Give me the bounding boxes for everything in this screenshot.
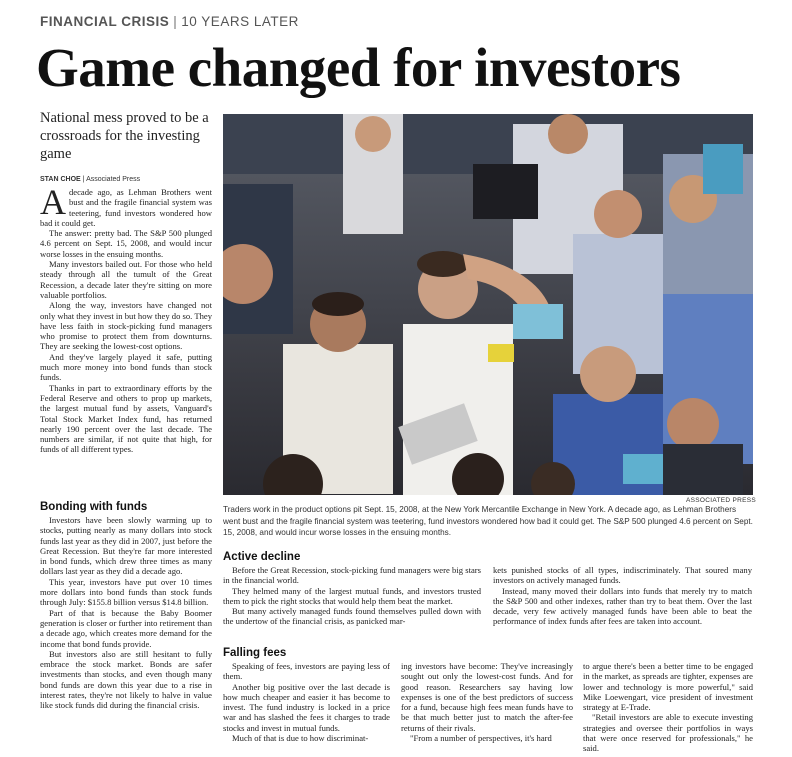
drop-cap: A	[40, 182, 66, 222]
paragraph: And they've largely played it safe, putting much more money into bond funds than stock funds.	[40, 351, 212, 383]
paragraph: Part of that is because the Baby Boomer generation is closer or further into retirement than a decade ago, which creates more demand for the income that bond funds provide.	[40, 607, 212, 649]
falling-fees-col1	[223, 661, 390, 743]
paragraph: Instead, many moved their dollars into funds that merely try to match the S&P 500 and other indexes, rather than try to beat them. Over the last decade, very few actively managed funds have been able to beat the performance of index funds after fees are taken into account.	[493, 585, 752, 627]
falling-fees-col2	[401, 661, 573, 743]
paragraph: Speaking of fees, investors are paying less of them.	[223, 661, 390, 682]
paragraph: Before the Great Recession, stock-picking fund managers were big stars in the financial world.	[223, 565, 481, 586]
photo-credit: ASSOCIATED PRESS	[686, 497, 757, 504]
paragraph: "From a number of perspectives, it's hard	[410, 733, 552, 744]
paragraph: to argue there's been a better time to be engaged in the market, as spreads are tighter, expenses are lower and technology is more powerful," said Mike Loewengart, vice president of investment strategy at E-Trade.	[583, 661, 753, 713]
byline-agency: Associated Press	[86, 176, 141, 183]
subhead-falling-fees: Falling fees	[223, 647, 287, 659]
active-decline-col2	[493, 565, 752, 627]
paragraph: But many actively managed funds found themselves pulled down with the undertow of the financial crisis, as panicked mar-	[223, 606, 481, 627]
left-column	[40, 182, 212, 455]
deck: National mess proved to be a crossroads for the investing game	[40, 110, 209, 162]
paragraph: This year, investors have put over 10 times more dollars into bond funds than stock funds through July: $155.8 billion versus $14.8 billion.	[40, 576, 212, 608]
series-label: 10 YEARS LATER	[181, 14, 299, 29]
paragraph: They helmed many of the largest mutual funds, and investors trusted them to pick the right stocks that would help them beat the market.	[223, 585, 481, 606]
trading-floor-photo	[223, 114, 753, 495]
headline: Game changed for investors	[36, 37, 681, 98]
photo-caption: Traders work in the product options pit Sept. 15, 2008, at the New York Mercantile Exchange in New York. A decade ago, as Lehman Brothers went bust and the fragile financial system was teetering, fund investors wondered how bad it could get. The S&P 500 plunged 4.6 percent on Sept. 15, 2008, and would incur worse losses in the ensuing months.	[223, 505, 753, 537]
paragraph: Along the way, investors have changed not only what they invest in but how they do so. They have less faith in stock-picking fund managers who promise to protect them from downturns. They are seeking the lowest-cost options.	[40, 300, 212, 352]
paragraph: "Retail investors are able to execute investing strategies and oversee their portfolios in ways that were once reserved for professionals," he said.	[583, 712, 753, 754]
subhead-bonding: Bonding with funds	[40, 501, 148, 513]
section-label: FINANCIAL CRISIS	[40, 14, 170, 29]
paragraph: The answer: pretty bad. The S&P 500 plunged 4.6 percent on Sept. 15, 2008, and would incur worse losses in the ensuing months.	[40, 228, 212, 259]
paragraph: kets punished stocks of all types, indiscriminately. That soured many investors on actively managed funds.	[493, 565, 752, 586]
paragraph: Much of that is due to how discriminat-	[232, 733, 369, 744]
kicker: FINANCIAL CRISIS | 10 YEARS LATER	[40, 14, 299, 29]
falling-fees-col3	[583, 661, 753, 754]
byline-author: STAN CHOE	[40, 176, 81, 183]
paragraph: Many investors bailed out. For those who held steady through all the tumult of the Great Recession, a decade later they're sitting on more valuable portfolios.	[40, 259, 212, 300]
subhead-active-decline: Active decline	[223, 551, 301, 563]
paragraph: But investors also are still hesitant to fully embrace the stock market. Bonds are safer investments than stocks, and even though many bond funds are down this year due to a rise in interest rates, they're not likely to halve in value like stock funds did during the financial crisis.	[40, 648, 212, 711]
paragraph: ing investors have become: They've increasingly sought out only the lowest-cost funds. And for good reason. Researchers say having low expenses is one of the best predictors of success for a fund, because high fees mean funds have to be that much better just to match the after-fee returns of their rivals.	[401, 661, 573, 733]
byline: STAN CHOE | Associated Press	[40, 176, 141, 183]
paragraph: decade ago, as Lehman Brothers went bust and the fragile financial system was teetering, fund investors wondered how bad it could get.	[40, 187, 212, 228]
active-decline-col1	[223, 565, 481, 627]
paragraph: Thanks in part to extraordinary efforts by the Federal Reserve and others to prop up markets, the largest mutual fund by assets, Vanguard's Total Stock Market Index fund, has returned nearly 190 percent over the last decade. The numbers are similar, if not quite that high, for funds of all different types.	[40, 382, 212, 455]
paragraph: Investors have been slowly warming up to stocks, putting nearly as many dollars into stock funds last year as they did in 2007, just before the Great Recession. But they're far more interested in bond funds, which drew three times as many dollars last year as they did a decade ago.	[40, 515, 212, 577]
left-column-lower	[40, 515, 212, 711]
paragraph: Another big positive over the last decade is how much cheaper and easier it has become to invest. The fund industry is locked in a price war and has slashed the fees it charges to trade stocks and invest in mutual funds.	[223, 681, 390, 733]
